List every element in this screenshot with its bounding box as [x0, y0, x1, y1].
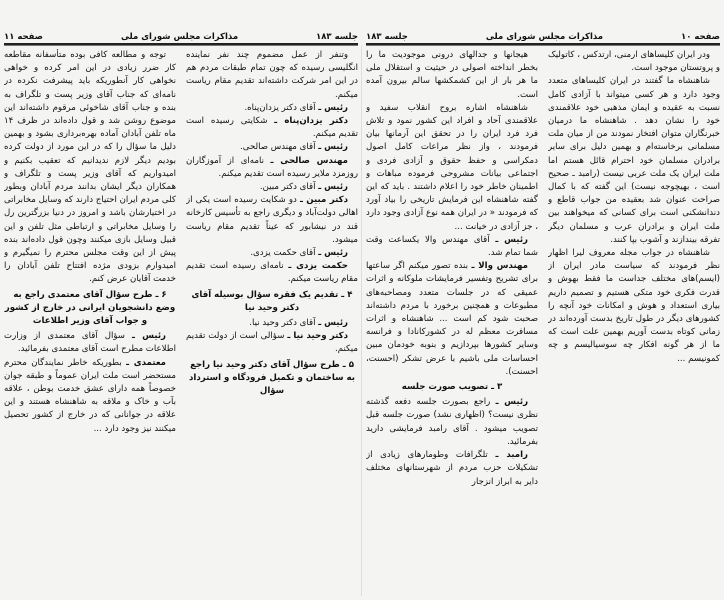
speaker-name: رئیس ـ: [318, 182, 348, 193]
speaker-name: رئیس ـ: [132, 331, 166, 342]
left-page: [4, 0, 358, 600]
paragraph: [4, 49, 176, 287]
speaker-name: دکتر یزدان‌پناه ـ: [274, 116, 348, 127]
paragraph: [548, 49, 720, 75]
paragraph-text: شاهنشاه اشاره بروح انقلاب سفید و علاقمندی آحاد و افراد این کشور نمود و تلاش فرد فرد ایران را در تحقق این آرمانها بیان فرمودند ، واز نظر مراعات کامل اصول دمکراسی و حفظ حقوق و آزادی فردی و اجتماعی بیانات مشروحی فرموده مباهات و اطمینان خاطر خود را اعلام داشتند . باید که این گفته شاهنشاه این فرمایش تاریخی را بیاد آورد که فرمودند « در ایران همه نوع آزادی وجود دارد ، جز آزادی در خیانت ...: [366, 102, 538, 232]
speaker-name: رئیس ـ: [318, 142, 348, 153]
paragraph-text: نامه‌ای رسیده است تقدیم مقام ریاست میکنم.: [186, 261, 358, 285]
paragraph: [186, 141, 358, 154]
session-number: جلسه ۱۸۳: [366, 32, 408, 42]
paragraph: [186, 330, 358, 356]
speaker-name: رامبد ـ: [495, 450, 528, 461]
paragraph: [186, 194, 358, 247]
speaker-name: رئیس ـ: [495, 234, 528, 245]
paragraph-text: بطوریکه خاطر نمایندگان محترم مستحضر است ملت ایران عموماً و طبقه جوان خصوصاً همه دارای عشق خدمت بوطن ، علاقه بآب و خاک و ملاقه به شاهنشاه هستند و این علاقه در جوانانی که در خارج از کشور تحصیل میکنند نیز وجود دارد ...: [4, 357, 176, 434]
session-number: جلسه ۱۸۳: [316, 32, 358, 42]
paragraph: [186, 102, 358, 115]
paragraph: [548, 75, 720, 247]
speaker-name: رئیس ـ: [318, 102, 348, 113]
paragraph-text: آقای دکتر یزدان‌پناه.: [244, 102, 316, 113]
paragraph-text: نامه‌ای از آموزگاران روزمزد ملایر رسیده است تقدیم میکنم.: [186, 155, 358, 179]
speaker-name: دکتر مبین ـ: [299, 195, 348, 206]
paragraph: [186, 181, 358, 194]
page-number: صفحه ۱۰: [681, 32, 720, 42]
page-header: [4, 30, 358, 42]
text-column-left: [366, 49, 538, 595]
section-heading: ۳ ـ تصویب صورت جلسه: [401, 382, 503, 393]
paragraph: [366, 102, 538, 234]
speaker-name: معتمدی ـ: [126, 357, 167, 368]
paragraph-text: آقای دکتر مبین.: [259, 182, 316, 193]
paragraph-text: آقای مهندس والا یکساعت وقت شما تمام شد.: [366, 234, 538, 259]
header-rule: [366, 43, 720, 46]
paragraph: [186, 115, 358, 141]
paragraph-text: راجع بصورت جلسه دفعه گذشته نظری نیست؟ (اظهاری نشد) صورت جلسه قبل تصویب میشود . آقای رامبد فرمایشی دارید بفرمائید.: [366, 397, 538, 447]
paragraph: [186, 155, 358, 181]
paragraph-text: شاهنشاه ما گفتند در ایران کلیساهای متعدد وجود دارد و هر کسی میتواند با آزادی کامل نسبت به عقیده و ایمان مذهبی خود علاقمندی خود را نشان دهد . شاهنشاه ما درمیان خبرنگاران متوان افتخار نمودند من از میان ملت مسلمانی برخاسته‌ام و بهمین دلیل برای سایر برادران مسلمان خود احترام قائل هستم اما ملت ایران یک ملت عربی نیست (رامبد ـ صحیح است ، بهیچوجه نیست) این گفته که با کمال صراحت عنوان شد بعقیده من جواب قاطع و دندانشکنی است برای کسانی که میخواهند بین ملت ایران و برادران عرب و مسلمان دیگر تفرقه بیندازند و آشوب بپا کنند.: [548, 76, 720, 245]
text-column-right: [548, 49, 720, 595]
speaker-name: مهندس صالحی ـ: [270, 155, 348, 166]
running-title: مذاکرات مجلس شورای ملی: [120, 32, 239, 42]
paragraph: [186, 260, 358, 286]
speaker-name: رئیس ـ: [495, 397, 529, 408]
paragraph-text: آقای حکمت یزدی.: [250, 248, 316, 259]
paragraph: [366, 234, 538, 260]
paragraph: [186, 317, 358, 330]
paragraph-text: ودر ایران کلیساهای ارمنی، ارتدکس ، کاتولیک و پروتستان موجود است.: [548, 50, 720, 74]
paragraph-text: دو شکایت رسیده است یکی از اهالی دولت‌آباد و دیگری راجع به تأسیس کارخانه قند در نیشابور که عیناً تقدیم مقام ریاست میشود.: [186, 195, 358, 245]
paragraph-text: شکایتی رسیده است تقدیم میکنم.: [186, 116, 358, 140]
text-column-left: [4, 49, 176, 595]
section-heading: ۶ ـ طرح سؤال آقای معتمدی راجع به وضع دانشجویان ایرانی در خارج از کشور و جواب آقای وزیر اطلاعات: [4, 289, 176, 327]
paragraph: [186, 247, 358, 260]
section-heading: ۴ ـ تقدیم یک فقره سؤال بوسیله آقای دکتر وحید نیا: [191, 289, 353, 313]
paragraph-text: سؤال آقای معتمدی از وزارت اطلاعات مطرح است آقای معتمدی بفرمائید.: [4, 331, 176, 355]
speaker-name: مهندس والا ـ: [471, 261, 528, 272]
paragraph: [186, 49, 358, 102]
paragraph-text: بنده تصور میکنم اگر ساعتها برای تشریح وتفسیر فرمایشات ملوکانه و اثرات عمیقی که در جلسات متعدد ومصاحبه‌های مطبوعات و همچنین برخورد با مردم داشته‌اند صحبت شود کم است ... شاهنشاه و اثرات مسافرت معظم له در کشورکانادا و فرانسه وسایر کشورها بپردازیم و بنوبه خودمان مبین احساسات ملی باشیم با عرض تشکر (احسنت، احسنت).: [366, 261, 538, 377]
speaker-name: رئیس ـ: [318, 318, 348, 329]
paragraph-text: تلگرافات وطومارهای زیادی از تشکیلات حزب مردم از شهرستانهای مختلف دایر به ابراز انزجار: [366, 450, 538, 487]
speaker-name: رئیس ـ: [318, 248, 348, 259]
paragraph: [366, 260, 538, 379]
paragraph: [548, 247, 720, 366]
paragraph-text: توجه و مطالعه کافی بوده متأسفانه مقاطعه کار ضرر زیادی در این امر کرده و خواهی نخواهی کار آنطوریکه باید پیشرفت نکرده در نامه‌ای که جناب آقای وزیر پست و تلگراف به بنده و جناب آقای شاخوئی مرقوم داشته‌اند این موضوع روشن شد و قول داده‌اند در ظرف ۱۴ ماه تلفن آبادان آماده بهره‌برداری بشود و بهمین دلیل ما سؤال را که در این مورد از دولت کرده بودیم دیگر لازم ندیدانیم که تعقیب بکنیم و امیدواریم که آقای وزیر پست و تلگراف و همکاران دیگر ایشان بدانند مردم آبادان وبطور کلی مردم ایران احتیاج دارند که وسایل مخابراتی در اختیارشان باشد و امروز در دنیا بزرگترین رل را وسایل مخابراتی و ارتباطی مثل تلفن و این قبیل وسایل بازی میکنند وچون قول داده‌اند بنده پیش از این وقت مجلس محترم را نمیگیرم و امیدوارم بزودی مژده افتتاح تلفن آبادان را خدمت آقایان عرض کنم.: [4, 50, 176, 285]
section-heading: ۵ ـ طرح سؤال آقای دکتر وحید نیا راجع به ساختمان و تکمیل فرودگاه و استرداد سؤال: [189, 359, 355, 397]
paragraph-text: آقای مهندس صالحی.: [240, 142, 316, 153]
speaker-name: حکمت یزدی ـ: [288, 261, 348, 272]
paragraph: [366, 396, 538, 449]
page-header: [366, 30, 720, 42]
page-gutter: [361, 46, 362, 596]
speaker-name: دکتر وحید نیا ـ: [287, 331, 348, 342]
header-rule: [4, 43, 358, 46]
page-number: صفحه ۱۱: [4, 32, 43, 42]
paragraph: [366, 449, 538, 489]
paragraph: [4, 330, 176, 356]
right-page: [366, 0, 720, 600]
text-column-right: [186, 49, 358, 595]
paragraph: [366, 49, 538, 102]
paragraph-text: وتنفر از عمل مضموم چند نفر نماینده انگلیسی رسیده که چون تمام طبقات مردم هم در این امر شرکت داشته‌اند تقدیم مقام ریاست میکنم.: [186, 50, 358, 100]
paragraph-text: شاهنشاه در جواب مجله معروف لیرا اظهار نظر فرمودند که سیاست مادر ایران از (ایسم)های مختلف جداست ما فقط بهوش و قدرت فکری خود متکی هستیم و تصمیم داریم بیاری استعداد و هوش و امکانات خود آنچه را کشورهای دیگر در طول تاریخ بدست آورده‌اند در زمانی کوتاه بدست آوریم بهمین علت است که ما از هر گونه افکار چه سوسیالیسم و چه کمونیسم ...: [548, 248, 720, 364]
paragraph-text: هیجانها و جدالهای درونی موجودیت ما را بخطر انداخته اصولی در حیثیت و استقلال ملی ما هر بار از این کشمکشها سالم بیرون آمده است.: [366, 50, 538, 100]
running-title: مذاکرات مجلس شورای ملی: [485, 32, 604, 42]
paragraph: [4, 357, 176, 436]
paragraph-text: آقای دکتر وحید نیا.: [249, 318, 316, 329]
paragraph-text: سؤالی است از دولت تقدیم میکنم.: [186, 331, 358, 355]
